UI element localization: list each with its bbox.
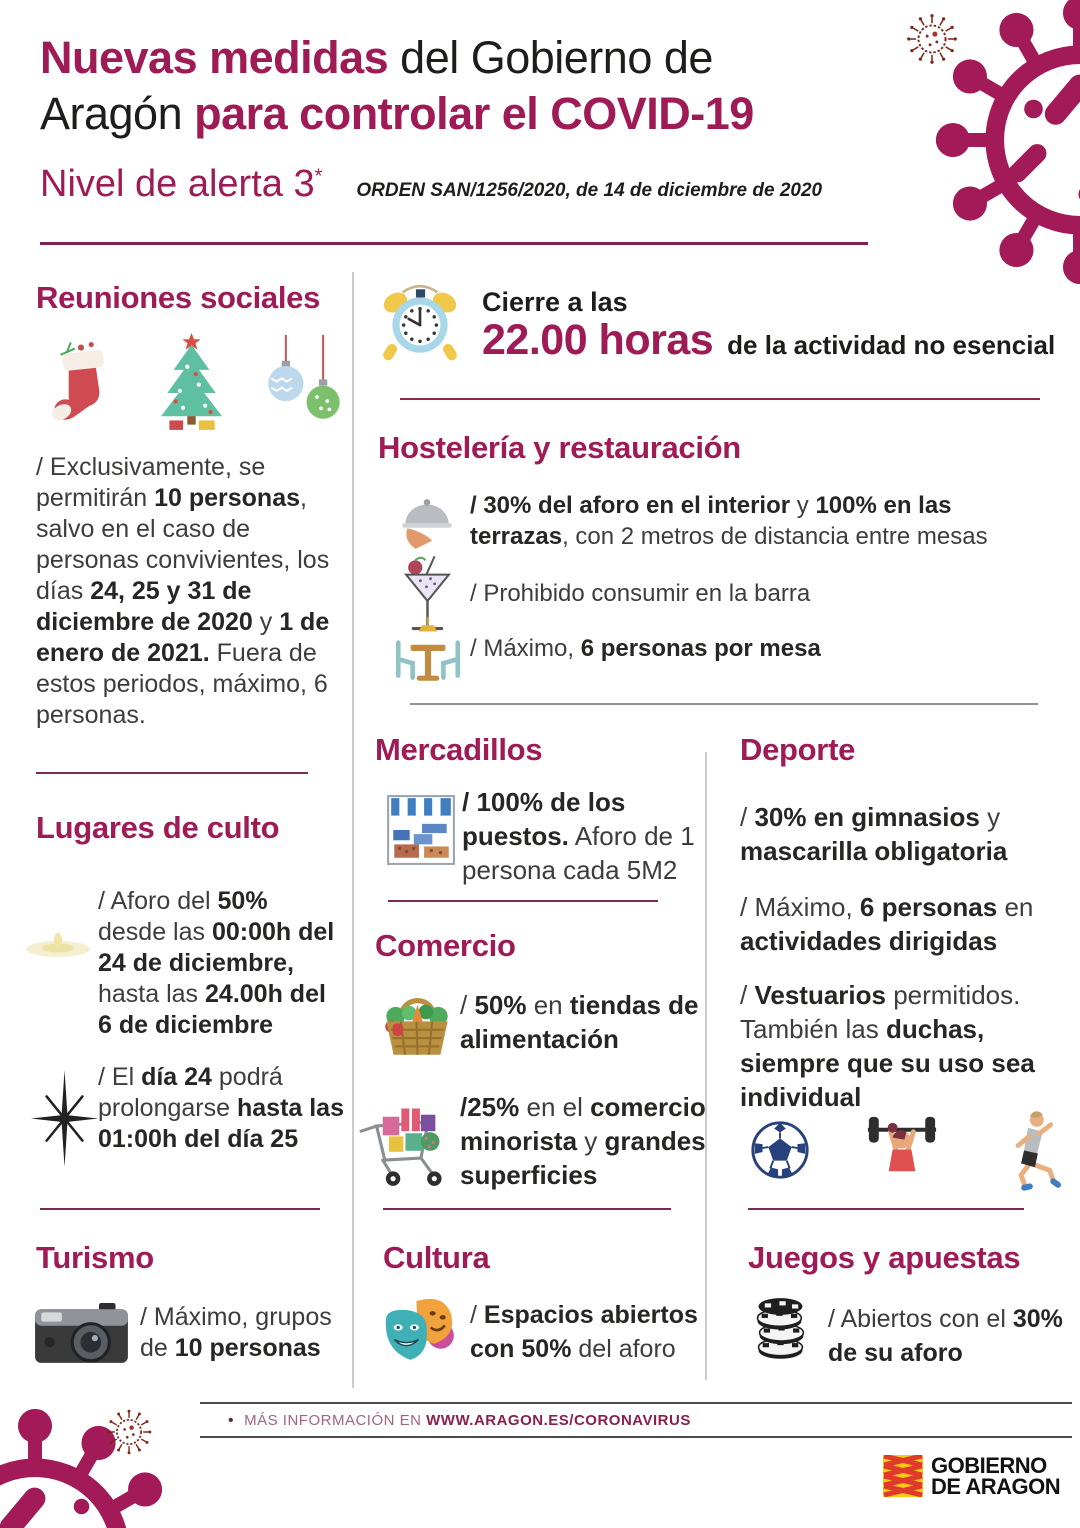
virus-small-icon — [103, 1406, 155, 1458]
section-title-cultura: Cultura — [383, 1240, 490, 1275]
table-chairs-icon — [388, 616, 468, 690]
virus-icon — [0, 1398, 190, 1528]
closure-rest: de la actividad no esencial — [727, 330, 1056, 360]
section-title-comercio: Comercio — [375, 928, 516, 963]
virus-small-icon — [903, 10, 961, 68]
cloche-icon — [395, 488, 459, 554]
divider — [36, 772, 308, 774]
mercadillos-item: / 100% de los puestos. Aforo de 1 persona cada 5M2 — [462, 787, 695, 885]
deporte-item: / 30% en gimnasios y mascarilla obligatoria — [740, 802, 1008, 866]
order-reference: ORDEN SAN/1256/2020, de 14 de diciembre de 2020 — [356, 180, 823, 201]
poker-chips-icon — [752, 1296, 810, 1364]
bullet-icon: • — [228, 1412, 235, 1429]
section-title-mercadillos: Mercadillos — [375, 732, 543, 767]
theater-masks-icon — [380, 1292, 466, 1370]
shopping-cart-icon — [358, 1092, 456, 1190]
turismo-item: / Máximo, grupos de 10 personas — [140, 1303, 332, 1362]
footer-url: WWW.ARAGON.ES/CORONAVIRUS — [426, 1412, 691, 1429]
star-icon — [24, 1068, 104, 1168]
weightlifter-icon — [860, 1108, 944, 1192]
juegos-item: / Abiertos con el 30% de su aforo — [828, 1305, 1063, 1367]
divider — [200, 1436, 1072, 1438]
market-stall-icon — [385, 793, 457, 867]
camera-icon — [33, 1298, 131, 1370]
comercio-item: /25% en el comercio minorista y grandes superficies — [460, 1092, 706, 1190]
divider — [383, 1208, 671, 1210]
candle-icon — [22, 915, 94, 971]
cultura-item: / Espacios abiertos con 50% del aforo — [470, 1301, 698, 1363]
closure-line1: Cierre a las — [482, 287, 628, 317]
lugares-item: / Aforo del 50% desde las 00:00h del 24 de diciembre, hasta las 24.00h del 6 de diciembre — [98, 887, 335, 1039]
section-title-juegos: Juegos y apuestas — [748, 1240, 1021, 1275]
section-title-turismo: Turismo — [36, 1240, 154, 1275]
hosteleria-item: / Máximo, 6 personas por mesa — [470, 635, 821, 662]
section-title-deporte: Deporte — [740, 732, 856, 767]
hosteleria-item: / Prohibido consumir en la barra — [470, 580, 811, 607]
alarm-clock-icon — [374, 276, 466, 368]
page-title: Nuevas medidas del Gobierno de Aragón para controlar el COVID-19 — [40, 32, 754, 139]
divider — [200, 1402, 1072, 1404]
closure-time: 22.00 horas — [482, 316, 714, 364]
divider — [410, 703, 1038, 705]
logo-line1: GOBIERNO — [931, 1453, 1047, 1478]
section-title-hosteleria: Hostelería y restauración — [378, 430, 741, 465]
divider — [748, 1208, 1024, 1210]
stocking-icon — [40, 337, 122, 432]
ornaments-icon — [261, 332, 349, 432]
divider — [352, 272, 354, 1388]
soccer-ball-icon — [748, 1118, 812, 1182]
alert-level: Nivel de alerta 3* — [40, 163, 323, 205]
hosteleria-item: / 30% del aforo en el interior y 100% en las terrazas, con 2 metros de distancia entre mesas — [470, 492, 988, 550]
deporte-item: / Vestuarios permitidos. También las duchas, siempre que su uso sea individual — [740, 980, 1035, 1112]
divider — [705, 752, 707, 1380]
aragon-flag-icon — [883, 1455, 923, 1497]
runner-icon — [992, 1108, 1062, 1192]
section-title-reuniones: Reuniones sociales — [36, 280, 321, 315]
christmas-tree-icon — [144, 332, 239, 432]
divider — [388, 900, 658, 902]
deporte-item: / Máximo, 6 personas en actividades dirigidas — [740, 892, 1034, 956]
grocery-basket-icon — [378, 986, 456, 1061]
reuniones-body: / Exclusivamente, se permitirán 10 personas, salvo en el caso de personas convivientes, los días 24, 25 y 31 de diciembre de 2020 y 1 de enero de 2021. Fuera de estos periodos, máximo, 6 personas. — [36, 453, 330, 729]
divider — [40, 242, 868, 245]
divider — [400, 398, 1040, 400]
divider — [40, 1208, 320, 1210]
gobierno-aragon-logo — [883, 1455, 1060, 1497]
comercio-item: / 50% en tiendas de alimentación — [460, 990, 699, 1054]
section-title-lugares: Lugares de culto — [36, 810, 280, 845]
lugares-item: / El día 24 podrá prolongarse hasta las 01:00h del día 25 — [98, 1063, 344, 1153]
logo-line2: DE ARAGON — [931, 1474, 1061, 1499]
footer-info: • MÁS INFORMACIÓN EN WWW.ARAGON.ES/CORONAVIRUS — [228, 1412, 691, 1429]
